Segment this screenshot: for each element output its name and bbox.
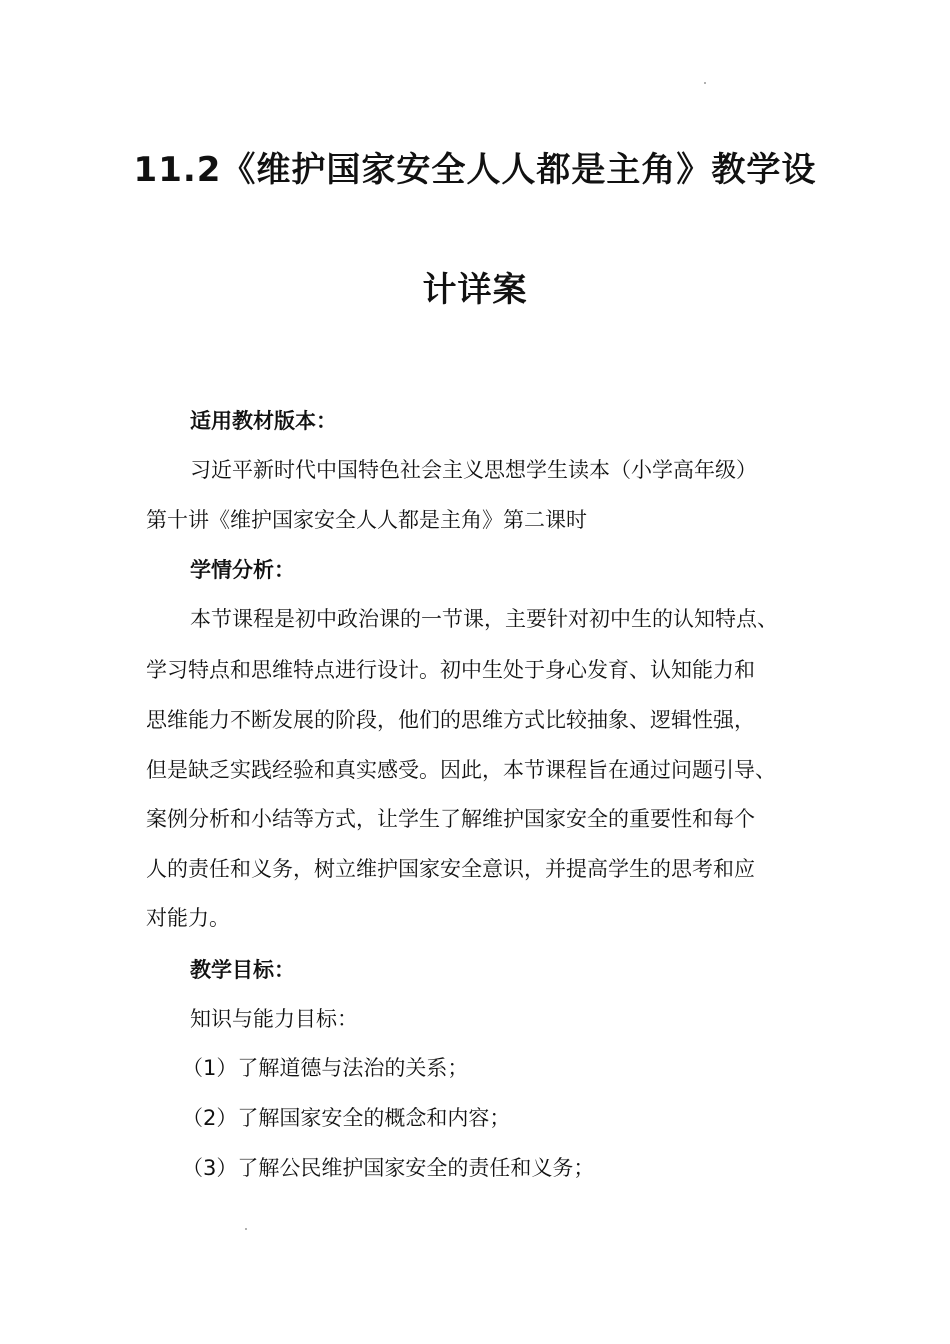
analysis-line: 对能力。 xyxy=(146,906,230,930)
analysis-line: 但是缺乏实践经验和真实感受。因此，本节课程旨在通过问题引导、 xyxy=(146,758,776,782)
analysis-line: 案例分析和小结等方式，让学生了解维护国家安全的重要性和每个 xyxy=(146,807,755,831)
objectives-subheading: 知识与能力目标： xyxy=(190,1007,358,1031)
analysis-line: 人的责任和义务，树立维护国家安全意识，并提高学生的思考和应 xyxy=(146,857,755,881)
textbook-heading: 适用教材版本： xyxy=(190,409,337,433)
document-title-line-2: 计详案 xyxy=(422,270,528,310)
textbook-line: 习近平新时代中国特色社会主义思想学生读本（小学高年级） xyxy=(190,458,757,482)
objective-item: （1）了解道德与法治的关系； xyxy=(182,1056,469,1080)
analysis-heading: 学情分析： xyxy=(190,558,295,582)
objectives-heading: 教学目标： xyxy=(190,958,295,982)
objective-item: （3）了解公民维护国家安全的责任和义务； xyxy=(182,1156,595,1180)
analysis-line: 学习特点和思维特点进行设计。初中生处于身心发育、认知能力和 xyxy=(146,658,755,682)
document-title-line-1: 11.2《维护国家安全人人都是主角》教学设 xyxy=(133,150,817,190)
analysis-line: 思维能力不断发展的阶段，他们的思维方式比较抽象、逻辑性强， xyxy=(146,708,755,732)
scan-speck xyxy=(704,82,706,84)
textbook-line: 第十讲《维护国家安全人人都是主角》第二课时 xyxy=(146,508,587,532)
scan-speck xyxy=(245,1228,247,1230)
objective-item: （2）了解国家安全的概念和内容； xyxy=(182,1106,511,1130)
analysis-line: 本节课程是初中政治课的一节课，主要针对初中生的认知特点、 xyxy=(190,607,778,631)
